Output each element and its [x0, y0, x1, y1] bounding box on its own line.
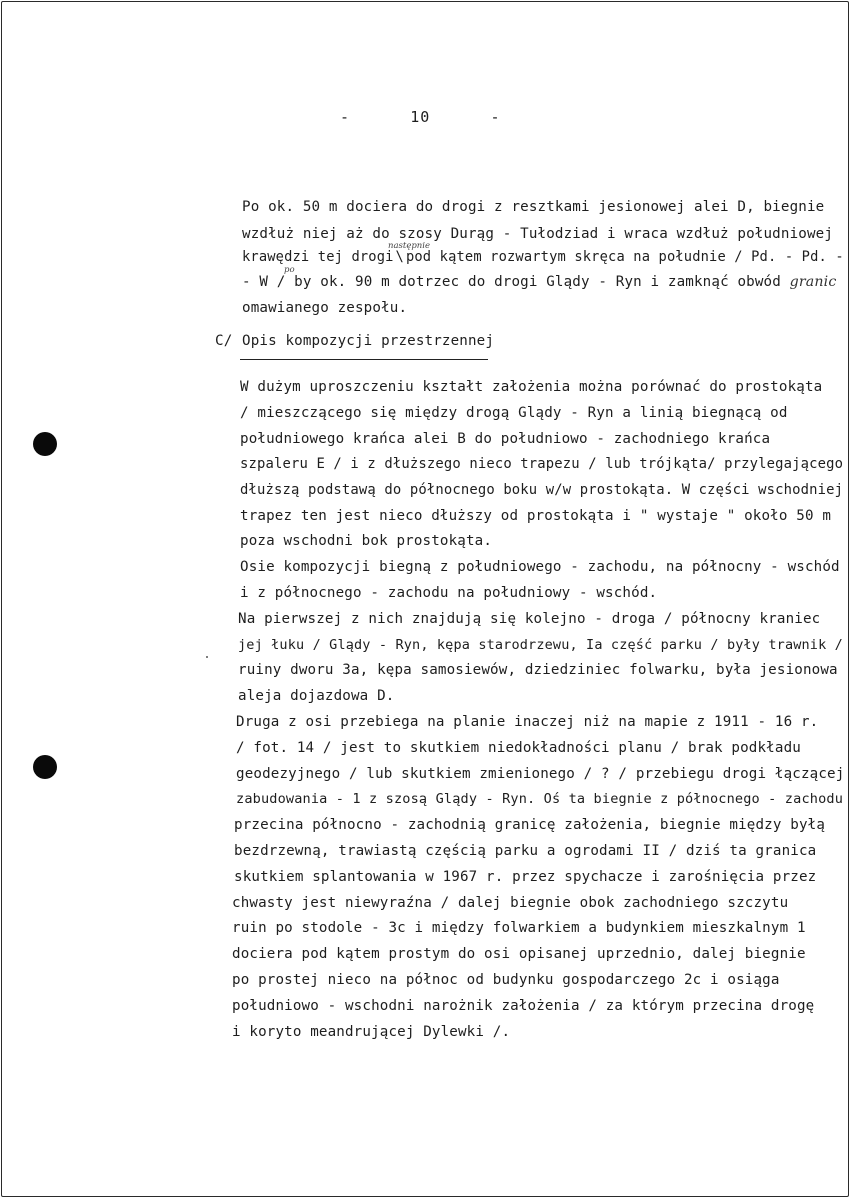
handwritten-insert-po: po	[284, 265, 295, 275]
body-line: geodezyjnego / lub skutkiem zmienionego / ? / przebiegu drogi łączącej	[236, 766, 845, 782]
section-marker: C/	[215, 333, 233, 349]
insertion-mark: \	[395, 249, 404, 265]
body-line: zabudowania - 1 z szosą Glądy - Ryn. Oś ta biegnie z północnego - zachodu	[236, 791, 844, 807]
intro-line-5: omawianego zespołu.	[242, 300, 408, 316]
body-line: skutkiem splantowania w 1967 r. przez spychacze i zarośnięcia przez	[234, 869, 817, 885]
body-line: bezdrzewną, trawiastą częścią parku a ogrodami II / dziś ta granica	[234, 843, 817, 859]
body-line: aleja dojazdowa D.	[238, 688, 395, 704]
body-line: dłuższą podstawą do północnego boku w/w prostokąta. W części wschodniej	[240, 482, 844, 498]
body-line: trapez ten jest nieco dłuższy od prostokąta i " wystaje " około 50 m	[240, 508, 832, 524]
intro-line-3	[242, 249, 844, 265]
intro-line-3-start: krawędzi tej drogi	[242, 249, 394, 265]
body-line: i z północnego - zachodu na południowy - wschód.	[240, 585, 658, 601]
intro-line-3-end: pod kątem rozwartym skręca na południe / Pd. - Pd. -	[405, 249, 844, 265]
page-number: - 10 -	[340, 108, 501, 126]
body-line: po prostej nieco na północ od budynku gospodarczego 2c i osiąga	[232, 972, 780, 988]
body-line: szpaleru E / i z dłuższego nieco trapezu / lub trójkąta/ przylegającego	[240, 456, 844, 472]
paper-speck	[206, 656, 208, 658]
body-line: / mieszczącego się między drogą Glądy - Ryn a linią biegnącą od	[240, 405, 788, 421]
body-line: ruiny dworu 3a, kępa samosiewów, dziedziniec folwarku, była jesionowa	[238, 662, 838, 678]
body-line: Na pierwszej z nich znajdują się kolejno - droga / północny kraniec	[238, 611, 821, 627]
body-line: jej łuku / Glądy - Ryn, kępa starodrzewu, Ia część parku / były trawnik /	[238, 637, 843, 653]
body-line: południowego krańca alei B do południowo - zachodniego krańca	[240, 431, 771, 447]
intro-line-2: wzdłuż niej aż do szosy Durąg - Tułodziad i wraca wzdłuż południowej	[242, 226, 834, 242]
body-line: chwasty jest niewyraźna / dalej biegnie obok zachodniego szczytu	[232, 895, 789, 911]
body-line: W dużym uproszczeniu kształt założenia można porównać do prostokąta	[240, 379, 823, 395]
body-line: / fot. 14 / jest to skutkiem niedokładności planu / brak podkładu	[236, 740, 801, 756]
handwritten-word-granic: granic	[789, 274, 837, 290]
body-line: i koryto meandrującej Dylewki /.	[232, 1024, 511, 1040]
intro-line-4	[242, 274, 836, 290]
body-line: poza wschodni bok prostokąta.	[240, 533, 493, 549]
intro-line-1: Po ok. 50 m dociera do drogi z resztkami jesionowej alei D, biegnie	[242, 199, 825, 215]
handwritten-insert-nastepnie: następnie	[388, 241, 431, 251]
punch-hole-top	[33, 432, 57, 456]
body-line: ruin po stodole - 3c i między folwarkiem a budynkiem mieszkalnym 1	[232, 920, 806, 936]
section-title: Opis kompozycji przestrzennej	[242, 333, 495, 349]
section-title-underline	[240, 359, 488, 360]
punch-hole-bottom	[33, 755, 57, 779]
body-line: przecina północno - zachodnią granicę założenia, biegnie między byłą	[234, 817, 826, 833]
body-line: dociera pod kątem prostym do osi opisanej uprzednio, dalej biegnie	[232, 946, 806, 962]
body-line: Osie kompozycji biegną z południowego - zachodu, na północny - wschód	[240, 559, 840, 575]
intro-line-4-middle: ok. 90 m dotrzec do drogi Glądy - Ryn i zamknąć obwód	[320, 274, 781, 290]
intro-line-4-start: - W / by	[242, 274, 312, 290]
body-line: Druga z osi przebiega na planie inaczej niż na mapie z 1911 - 16 r.	[236, 714, 819, 730]
body-line: południowo - wschodni narożnik założenia / za którym przecina drogę	[232, 998, 815, 1014]
